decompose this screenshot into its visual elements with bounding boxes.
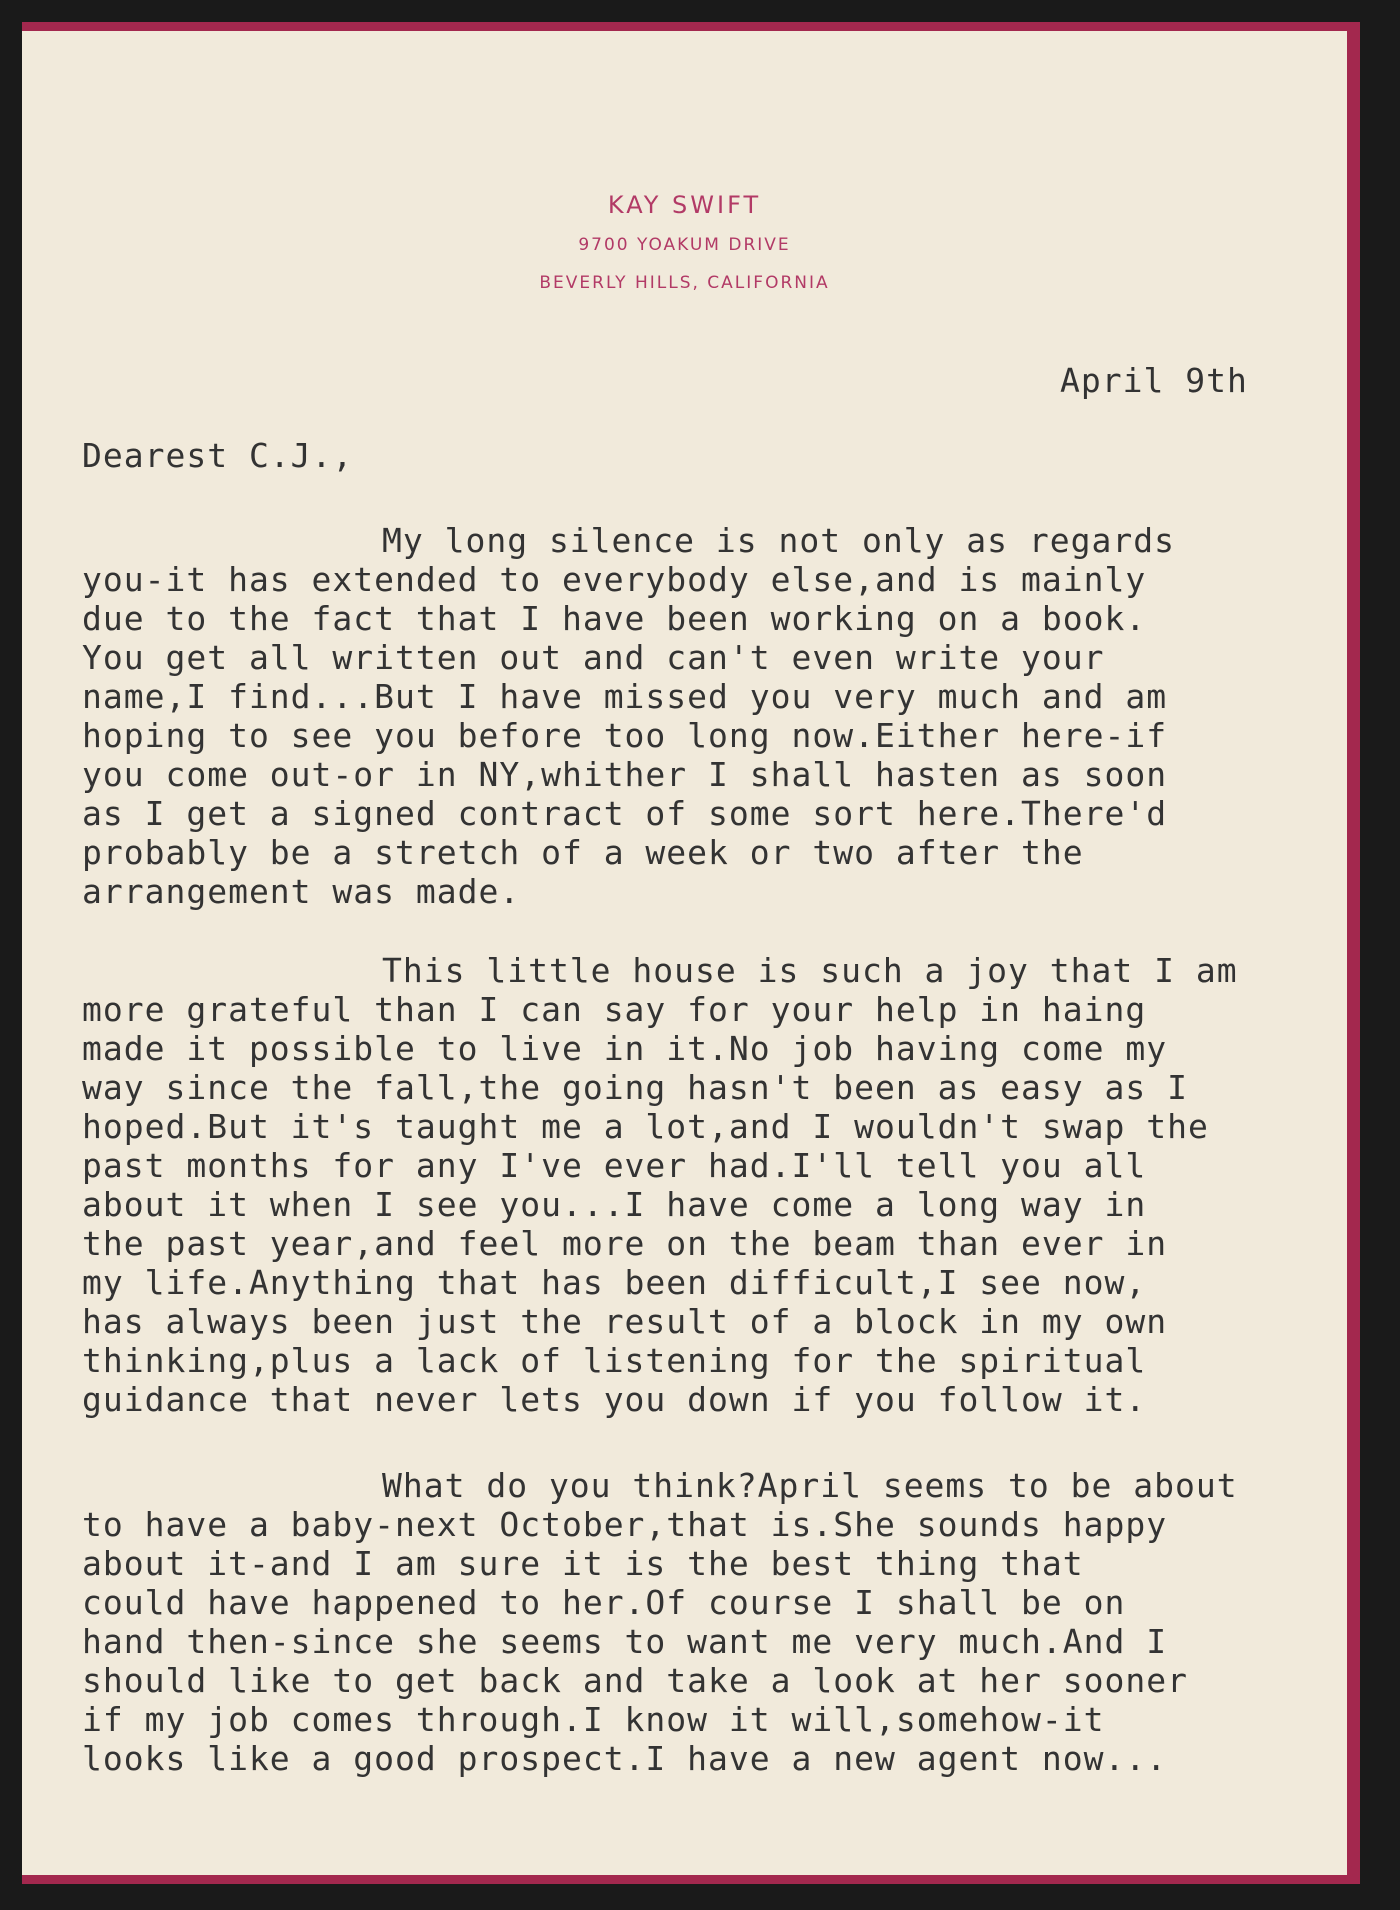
paragraph-line: way since the fall,the going hasn't been as easy as I: [82, 1068, 1188, 1107]
paragraph-line: arrangement was made.: [82, 872, 521, 911]
letter-page: [22, 22, 1360, 1884]
paragraph-line: you-it has extended to everybody else,and is mainly: [82, 560, 1147, 599]
paragraph-line: This little house is such a joy that I am: [382, 951, 1238, 990]
paragraph-line: could have happened to her.Of course I shall be on: [82, 1583, 1126, 1622]
paragraph-line: looks like a good prospect.I have a new agent now...: [82, 1739, 1168, 1778]
paragraph-line: hand then-since she seems to want me very much.And I: [82, 1622, 1168, 1661]
paragraph-line: the past year,and feel more on the beam than ever in: [82, 1224, 1168, 1263]
paragraph-3: [82, 1466, 1238, 1778]
paragraph-line: hoped.But it's taught me a lot,and I wouldn't swap the: [82, 1107, 1209, 1146]
paragraph-line: should like to get back and take a look at her sooner: [82, 1661, 1188, 1700]
paragraph-line: due to the fact that I have been working on a book.: [82, 599, 1147, 638]
paragraph-line: probably be a stretch of a week or two after the: [82, 833, 1084, 872]
letter-date: April 9th: [1060, 361, 1248, 400]
paragraph-line: about it-and I am sure it is the best thing that: [82, 1544, 1084, 1583]
paragraph-line: more grateful than I can say for your help in haing: [82, 990, 1147, 1029]
paragraph-line: You get all written out and can't even write your: [82, 638, 1105, 677]
paragraph-line: has always been just the result of a block in my own: [82, 1302, 1168, 1341]
paragraph-line: made it possible to live in it.No job having come my: [82, 1029, 1168, 1068]
paragraph-line: guidance that never lets you down if you follow it.: [82, 1380, 1147, 1419]
paragraph-2: [82, 951, 1238, 1419]
paragraph-line: to have a baby-next October,that is.She sounds happy: [82, 1505, 1168, 1544]
paragraph-line: thinking,plus a lack of listening for the spiritual: [82, 1341, 1147, 1380]
salutation: Dearest C.J.,: [82, 436, 354, 475]
letterhead-city: BEVERLY HILLS, CALIFORNIA: [539, 273, 830, 293]
paragraph-line: you come out-or in NY,whither I shall hasten as soon: [82, 755, 1168, 794]
paragraph-1: [82, 521, 1175, 911]
paragraph-line: What do you think?April seems to be about: [382, 1466, 1238, 1505]
paragraph-line: about it when I see you...I have come a long way in: [82, 1185, 1147, 1224]
paragraph-line: if my job comes through.I know it will,somehow-it: [82, 1700, 1105, 1739]
paragraph-line: as I get a signed contract of some sort here.There'd: [82, 794, 1168, 833]
letterhead-name: KAY SWIFT: [607, 191, 762, 219]
paragraph-line: hoping to see you before too long now.Either here-if: [82, 716, 1168, 755]
paragraph-line: my life.Anything that has been difficult,I see now,: [82, 1263, 1147, 1302]
letterhead-address: 9700 YOAKUM DRIVE: [578, 235, 791, 255]
paragraph-line: My long silence is not only as regards: [382, 521, 1175, 560]
paragraph-line: past months for any I've ever had.I'll tell you all: [82, 1146, 1147, 1185]
letterhead: [22, 191, 1347, 293]
paragraph-line: name,I find...But I have missed you very much and am: [82, 677, 1168, 716]
